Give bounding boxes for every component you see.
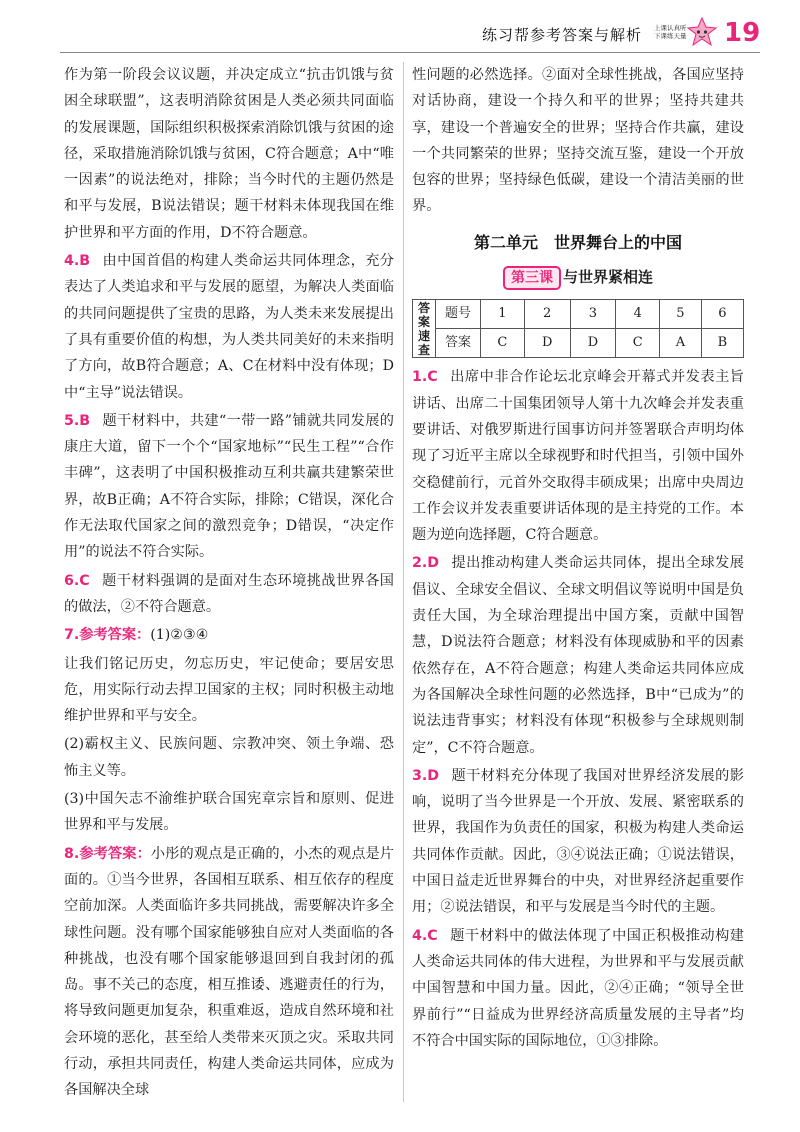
continued-paragraph: 性问题的必然选择。②面对全球性挑战，各国应坚持对话协商，建设一个持久和平的世界；坚持共建共享，建设一个普遍安全的世界；坚持合作共赢，建设一个共同繁荣的世界；坚持交流互鉴，建设一个开放包容的世界；坚持绿色低碳，建设一个清洁美丽的世界。 [412, 67, 744, 215]
lesson3-answer-3 [412, 763, 744, 921]
row-label-answers: 答案 [436, 329, 481, 358]
answer-label-6: 6.C [64, 572, 90, 589]
lesson3-text-2: 提出推动构建人类命运共同体，提出全球发展倡议、全球安全倡议、全球文明倡议等说明中国是负责任大国，为全球治理提出中国方案，贡献中国智慧，D说法符合题意；材料没有体现威胁和平的因素依然存在，A不符合题意；构建人类命运共同体应成为各国解决全球性问题的必然选择，B中“已成为”的说法违背事实；材料没有体现“积极参与全球规则制定”，C不符合题意。 [412, 555, 744, 756]
intro-paragraph: 作为第一阶段会议议题，并决定成立“抗击饥饿与贫困全球联盟”，这表明消除贫困是人类必须共同面临的发展课题，国际组织积极探索消除饥饿与贫困的途径，采取措施消除饥饿与贫困，C符合题意；A中“唯一因素”的说法绝对，排除；当今时代的主题仍然是和平与发展，B说法错误；题干材料未体现我国在维护世界和平方面的作用，D不符合题意。 [64, 67, 394, 241]
answer-label-4: 4.B [64, 253, 91, 270]
header-slogan-line1: 上课认真听 [654, 24, 687, 32]
lesson3-answer-4 [412, 923, 744, 1054]
page-header [0, 0, 800, 56]
right-column [412, 62, 744, 1056]
lesson3-answer-1 [412, 364, 744, 548]
answer-label-8: 8.参考答案： [64, 845, 151, 862]
lesson3-label-2: 2.D [412, 555, 440, 572]
mascot-icon [686, 16, 718, 48]
answer-item-6 [64, 568, 394, 621]
table-cell-answer: D [570, 329, 616, 358]
lesson3-label-4: 4.C [412, 927, 438, 944]
answer-label-5: 5.B [64, 412, 91, 429]
lesson-title [412, 264, 744, 291]
answer-text-4: 由中国首倡的构建人类命运共同体理念，充分表达了人类追求和平与发展的愿望，为解决人类面临的共同问题提供了宝贵的思路，为人类未来发展提出了具有重要价值的构想，为人类共同美好的未来指明了方向，故B符合题意；A、C在材料中没有体现；D中“主导”说法错误。 [64, 253, 394, 401]
lesson3-label-3: 3.D [412, 767, 440, 784]
header-rule [60, 52, 760, 53]
unit-title: 第二单元 世界舞台上的中国 [473, 232, 682, 252]
header-title: 练习帮参考答案与解析 [482, 26, 643, 44]
table-vertical-header [413, 300, 436, 358]
lesson-name: 与世界紧相连 [562, 268, 653, 287]
table-cell-number: 4 [616, 300, 660, 329]
answer-item-8 [64, 841, 394, 1104]
lesson3-text-4: 题干材料中的做法体现了中国正积极推动构建人类命运共同体的伟大进程，为世界和平与发展贡献中国智慧和中国力量。因此，②④正确；“领导全世界前行”“日益成为世界经济高质量发展的主导者”均不符合中国实际的国际地位，①③排除。 [412, 927, 744, 1049]
answer-7-text1: 让我们铭记历史，勿忘历史，牢记使命；要居安思危，用实际行动去捍卫国家的主权；同时积极主动地维护世界和平与安全。 [64, 655, 394, 725]
vertical-header-char: 案 [417, 314, 430, 329]
answer-text-8: 小彤的观点是正确的，小杰的观点是片面的。①当今世界，各国相互联系、相互依存的程度空前加深。人类面临许多共同挑战，需要解决许多全球性问题。没有哪个国家能够独自应对人类面临的各种挑战，也没有哪个国家能够退回到自我封闭的孤岛。事不关己的态度，相互推诿、逃避责任的行为，将导致问题更加复杂，积重难返，造成自然环境和社会环境的恶化，甚至给人类带来灭顶之灾。采取共同行动，承担共同责任，构建人类命运共同体，应成为各国解决全球 [64, 845, 394, 1099]
vertical-header-char: 速 [417, 328, 430, 343]
answer-7-part3: (3)中国矢志不渝维护联合国宪章宗旨和原则、促进世界和平与发展。 [64, 791, 394, 834]
answer-text-6: 题干材料强调的是面对生态环境挑战世界各国的做法，②不符合题意。 [64, 572, 394, 615]
answer-quick-check-table [412, 299, 744, 358]
lesson3-text-1: 出席中非合作论坛北京峰会开幕式并发表主旨讲话、出席二十国集团领导人第十九次峰会并发表重要讲话、对俄罗斯进行国事访问并签署联合声明均体现了习近平主席以全球视野和时代担当，引领中国外交稳健前行，元首外交取得丰硕成果；出席中央周边工作会议并发表重要讲话体现的是主持党的工作。本题为逆向选择题，C符合题意。 [412, 369, 744, 544]
answer-label-7: 7.参考答案： [64, 627, 151, 644]
table-cell-number: 2 [524, 300, 570, 329]
answer-7-part1: (1)②③④ [150, 627, 209, 644]
table-cell-number: 6 [701, 300, 743, 329]
answer-text-5: 题干材料中，共建“一带一路”铺就共同发展的康庄大道，留下一个个“国家地标”“民生工程”“合作丰碑”，这表明了中国积极推动互利共赢共建繁荣世界，故B正确；A不符合实际，排除；C错误，深化合作无法取代国家之间的激烈竞争；D错误，“决定作用”的说法不符合实际。 [64, 412, 394, 561]
column-divider [403, 62, 404, 1102]
page-number: 19 [724, 18, 761, 48]
table-row-numbers [413, 300, 744, 329]
answer-7-part2: (2)霸权主义、民族问题、宗教冲突、领土争端、恐怖主义等。 [64, 736, 394, 779]
header-slogan-line2: 下课练天量 [654, 32, 687, 40]
table-cell-answer: D [524, 329, 570, 358]
lesson3-text-3: 题干材料充分体现了我国对世界经济发展的影响，说明了当今世界是一个开放、发展、紧密联系的世界，我国作为负责任的国家，积极为构建人类命运共同体作贡献。因此，③④说法正确；①说法错误，中国日益走近世界舞台的中央，对世界经济起重要作用；②说法错误，和平与发展是当今时代的主题。 [412, 767, 744, 916]
row-label-numbers: 题号 [436, 300, 481, 329]
lesson3-answer-2 [412, 550, 744, 760]
answer-item-5 [64, 408, 394, 566]
header-slogan [654, 24, 687, 40]
table-row-answers [413, 329, 744, 358]
table-cell-number: 5 [660, 300, 702, 329]
vertical-header-char: 查 [417, 342, 430, 357]
lesson-badge: 第三课 [503, 266, 561, 290]
answer-item-7 [64, 622, 394, 648]
table-cell-answer: B [701, 329, 743, 358]
table-cell-answer: C [481, 329, 525, 358]
left-column [64, 62, 394, 1106]
vertical-header-char: 答 [417, 300, 430, 315]
lesson3-label-1: 1.C [412, 369, 438, 386]
table-cell-answer: A [660, 329, 702, 358]
table-cell-number: 3 [570, 300, 616, 329]
table-cell-answer: C [616, 329, 660, 358]
answer-item-4 [64, 248, 394, 406]
table-cell-number: 1 [481, 300, 525, 329]
